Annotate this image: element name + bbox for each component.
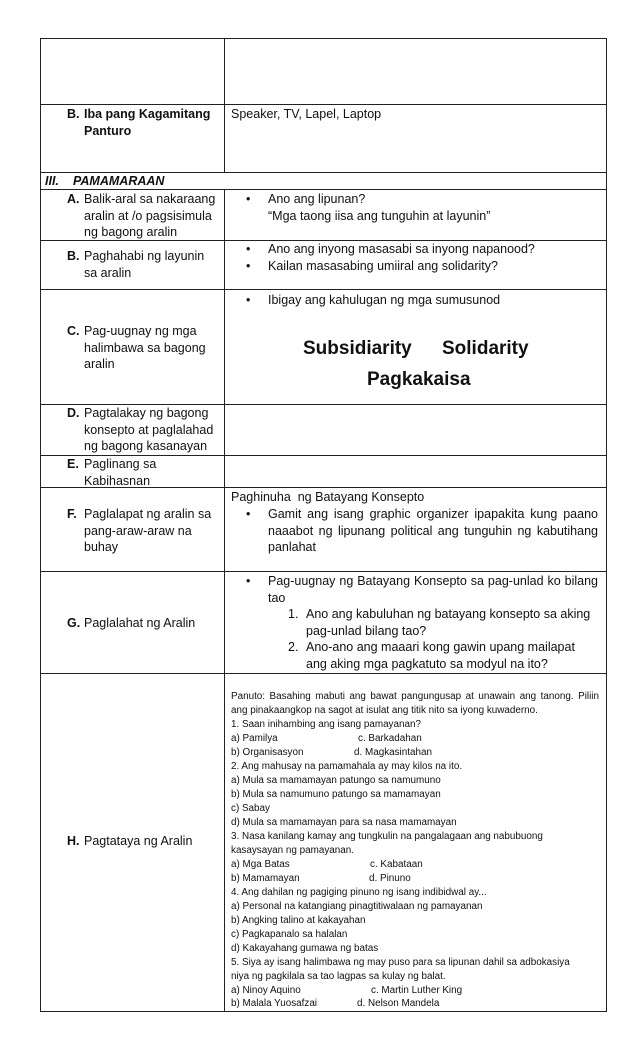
quiz-instruction: Panuto: Basahing mabuti ang bawat pangungusap at unawain ang tanong. Piliin ang pinakaangkop na sagot at isulat ang titik nito sa iyong kuwaderno. [231,691,599,716]
row-e-label-text: Paglinang sa Kabihasnan [84,457,157,488]
q3-option-d: d. Pinuno [369,873,411,884]
row-g-bullet-text: Pag-uugnay ng Batayang Konsepto sa pag-unlad ko bilang tao [268,574,598,605]
row-g-letter: G. [67,616,81,630]
q1-option-b: b) Organisasyon [231,747,304,758]
row-b2-label-text: Paghahabi ng layunin sa aralin [84,249,205,280]
q4-option-b: b) Angking talino at kakayahan [231,915,366,926]
bullet-icon: • [246,507,251,521]
q2: 2. Ang mahusay na pamamahala ay may kilos na ito. [231,761,463,772]
q1-option-a: a) Pamilya [231,733,278,744]
row-b2-bullet-2 [246,258,598,275]
bullet-icon: • [246,293,251,307]
item-text: Ano ang kabuluhan ng batayang konsepto sa aking pag-unlad bilang tao? [306,607,591,638]
row-d-label [67,405,224,455]
q5-option-b: b) Malala Yuosafzai [231,998,318,1009]
row-f-label [67,506,219,556]
row-c-bullet-text: Ibigay ang kahulugan ng mga sumusunod [268,293,501,307]
q4-option-d: d) Kakayahang gumawa ng batas [231,943,379,954]
row-e-letter: E. [67,457,79,471]
row-c-label-text: Pag-uugnay ng mga halimbawa sa bagong aralin [84,324,206,371]
q5-option-a: a) Ninoy Aquino [231,985,301,996]
bullet-icon: • [246,259,251,273]
row-f-letter: F. [67,507,77,521]
row-f-heading: Paghinuha ng Batayang Konsepto [231,490,425,504]
row-b2-letter: B. [67,249,80,263]
q1-option-d: d. Magkasintahan [354,747,432,758]
table-border-left [40,38,41,1012]
row-f-label-text: Paglalapat ng aralin sa pang-araw-araw na buhay [84,507,212,554]
row-c-label [67,323,219,373]
term-solidarity: Solidarity [442,338,529,359]
q3-option-b: b) Mamamayan [231,873,300,884]
row-b2-label [67,248,219,281]
bullet-icon: • [246,192,251,206]
q4-option-c: c) Pagkapanalo sa halalan [231,929,348,940]
q5-option-c: c. Martin Luther King [371,985,463,996]
q1: 1. Saan inihambing ang isang pamayanan? [231,719,421,730]
row-b-letter: B. [67,107,80,121]
q3-line-1: 3. Nasa kanilang kamay ang tungkulin na pangalagaan ang nabubuong [231,831,543,842]
row-d-letter: D. [67,406,80,420]
item-number: 2. [288,640,299,654]
q3-line-2: kasaysayan ng pamayanan. [231,845,354,856]
row-a-bullet-text: Ano ang lipunan? [268,192,366,206]
row-a-label [67,191,219,241]
row-b2-bullet-text: Ano ang inyong masasabi sa inyong napanood? [268,242,535,256]
table-border-bottom [40,1011,607,1012]
q2-option-c: c) Sabay [231,803,270,814]
item-number: 1. [288,607,299,621]
row-a-quote: “Mga taong iisa ang tunguhin at layunin” [268,208,491,223]
q5-option-d: d. Nelson Mandela [357,998,440,1009]
row-h-label [67,833,219,850]
row-d-label-text: Pagtalakay ng bagong konsepto at paglalahad ng bagong kasanayan [84,406,214,453]
row-divider [40,104,607,105]
row-g-item-1 [288,606,598,639]
term-subsidiarity: Subsidiarity [303,338,412,359]
q4-option-a: a) Personal na katangiang pinagtitiwalaan ng pamayanan [231,901,483,912]
row-g-label-text: Paglalahat ng Aralin [84,616,196,630]
row-b-content: Speaker, TV, Lapel, Laptop [231,107,382,121]
row-b2-bullet-text: Kailan masasabing umiiral ang solidarity? [268,259,498,273]
row-f-bullet [246,506,598,556]
row-b2-bullet-1 [246,241,598,258]
bullet-icon: • [246,242,251,256]
section-number: III. [45,174,59,188]
row-g-bullet [246,573,598,606]
row-e-label [67,456,219,489]
q2-option-d: d) Mula sa mamamayan para sa nasa mamamayan [231,817,457,828]
row-a-bullet [246,191,598,224]
row-divider [40,571,607,572]
row-b-label-text: Iba pang Kagamitang Panturo [84,107,211,138]
row-a-letter: A. [67,192,80,206]
q2-option-a: a) Mula sa mamamayan patungo sa namumuno [231,775,441,786]
q4: 4. Ang dahilan ng pagiging pinuno ng isang indibidwal ay... [231,887,487,898]
q1-option-c: c. Barkadahan [358,733,422,744]
q5-line-2: niya ng pagkilala sa tao lagpas sa kulay ng balat. [231,971,446,982]
table-border-right [606,38,607,1012]
section-title: PAMAMARAAN [73,174,165,188]
q2-option-b: b) Mula sa namumuno patungo sa mamamayan [231,789,441,800]
column-divider-top [224,38,225,172]
column-divider [224,189,225,1012]
row-divider [40,673,607,674]
term-pagkakaisa: Pagkakaisa [367,369,471,390]
table-border-top [40,38,607,39]
q3-option-a: a) Mga Batas [231,859,290,870]
row-c-bullet [246,292,598,309]
row-a-label-text: Balik-aral sa nakaraang aralin at /o pagsisimula ng bagong aralin [84,192,216,239]
row-h-letter: H. [67,834,80,848]
item-text: Ano-ano ang maaari kong gawin upang mailapat ang aking mga pagkatuto sa modyul na ito? [306,640,575,671]
q3-option-c: c. Kabataan [370,859,423,870]
row-h-label-text: Pagtataya ng Aralin [84,834,193,848]
row-f-bullet-text: Gamit ang isang graphic organizer ipapakita kung paano naaabot ng lipunang political ang tunguhin ng kabutihang panlahat [268,507,598,554]
row-c-letter: C. [67,324,80,338]
row-g-label [67,615,219,632]
row-g-item-2 [288,639,598,672]
q5-line-1: 5. Siya ay isang halimbawa ng may puso para sa lipunan dahil sa adbokasiya [231,957,570,968]
bullet-icon: • [246,574,251,588]
row-b-label [67,106,219,139]
row-divider [40,289,607,290]
